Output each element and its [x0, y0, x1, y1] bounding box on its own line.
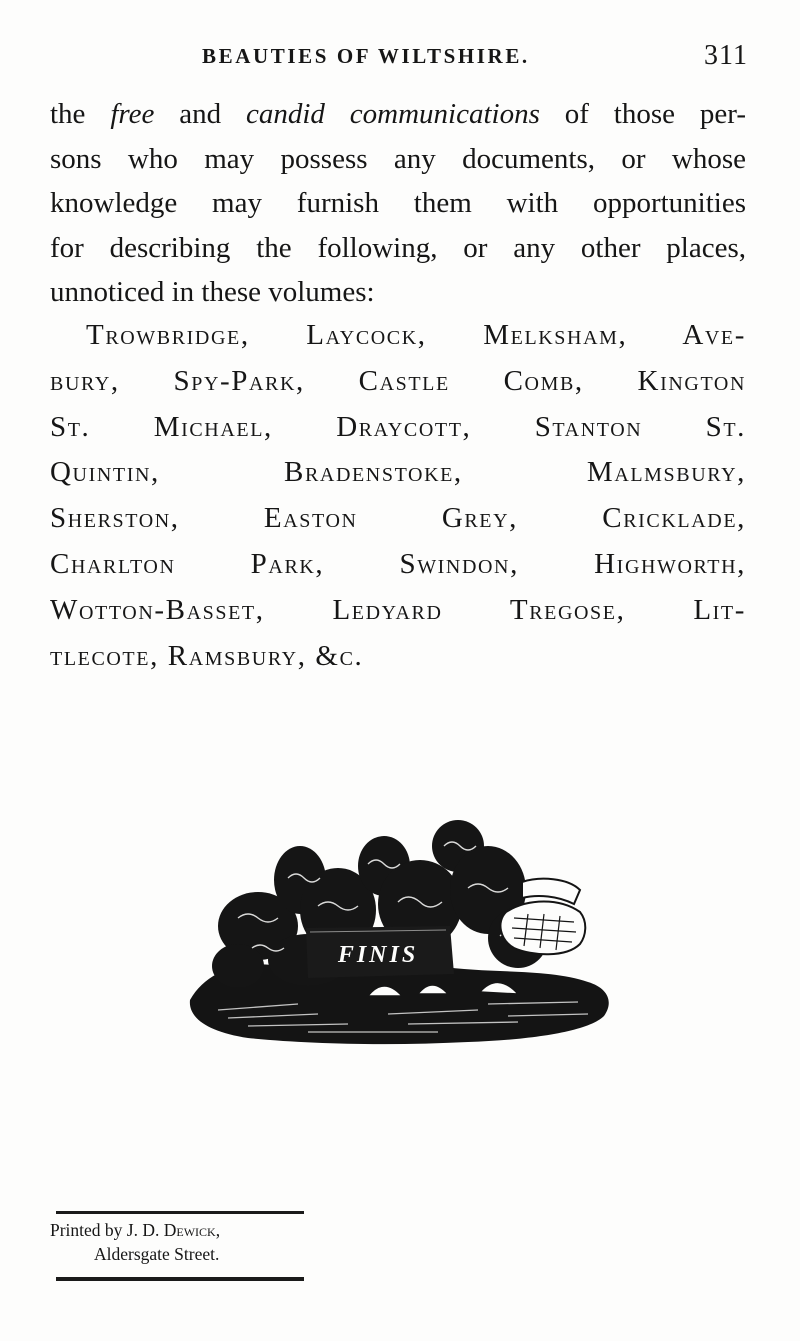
- body-paragraph: [50, 92, 746, 315]
- body-line: knowledge may furnish them with opportunities: [50, 187, 746, 220]
- places-line: tlecote, Ramsbury, &c.: [50, 639, 364, 672]
- places-line: St. Michael, Draycott, Stanton St.: [50, 410, 746, 443]
- printer-name: Dewick: [163, 1220, 216, 1240]
- woodcut-shrubbery-vignette-icon: [188, 818, 614, 1050]
- emphasis-candid-communications: candid communications: [245, 98, 540, 130]
- body-text-fragment: of those per-: [539, 98, 746, 130]
- vignette-label: FINIS: [337, 942, 419, 968]
- imprint-line: [50, 1218, 308, 1242]
- imprint-rule-bottom: [56, 1277, 304, 1281]
- running-title: BEAUTIES OF WILTSHIRE.: [202, 44, 530, 68]
- running-head: [202, 40, 748, 74]
- imprint-rule-top: [56, 1211, 304, 1214]
- places-line: Trowbridge, Laycock, Melksham, Ave-: [86, 319, 746, 351]
- body-text-fragment: and: [154, 98, 246, 130]
- places-line: bury, Spy-Park, Castle Comb, Kington: [50, 364, 746, 397]
- imprint-text: ,: [215, 1220, 221, 1240]
- body-line: [50, 92, 746, 137]
- page-number: 311: [704, 40, 748, 71]
- imprint-address: Aldersgate Street.: [94, 1244, 220, 1264]
- body-line: unnoticed in these volumes:: [50, 276, 375, 309]
- body-line: sons who may possess any documents, or whose: [50, 142, 746, 175]
- places-line: Wotton-Basset, Ledyard Tregose, Lit-: [50, 593, 746, 626]
- printer-imprint: [50, 1218, 308, 1266]
- body-line: for describing the following, or any other places,: [50, 231, 746, 264]
- emphasis-free: free: [110, 98, 155, 130]
- imprint-text: Printed by J. D.: [50, 1220, 164, 1240]
- places-line: Sherston, Easton Grey, Cricklade,: [50, 502, 746, 535]
- places-line: Quintin, Bradenstoke, Malmsbury,: [50, 456, 746, 489]
- places-list: [50, 313, 746, 679]
- body-text-fragment: the: [50, 98, 111, 130]
- places-line: Charlton Park, Swindon, Highworth,: [50, 547, 746, 580]
